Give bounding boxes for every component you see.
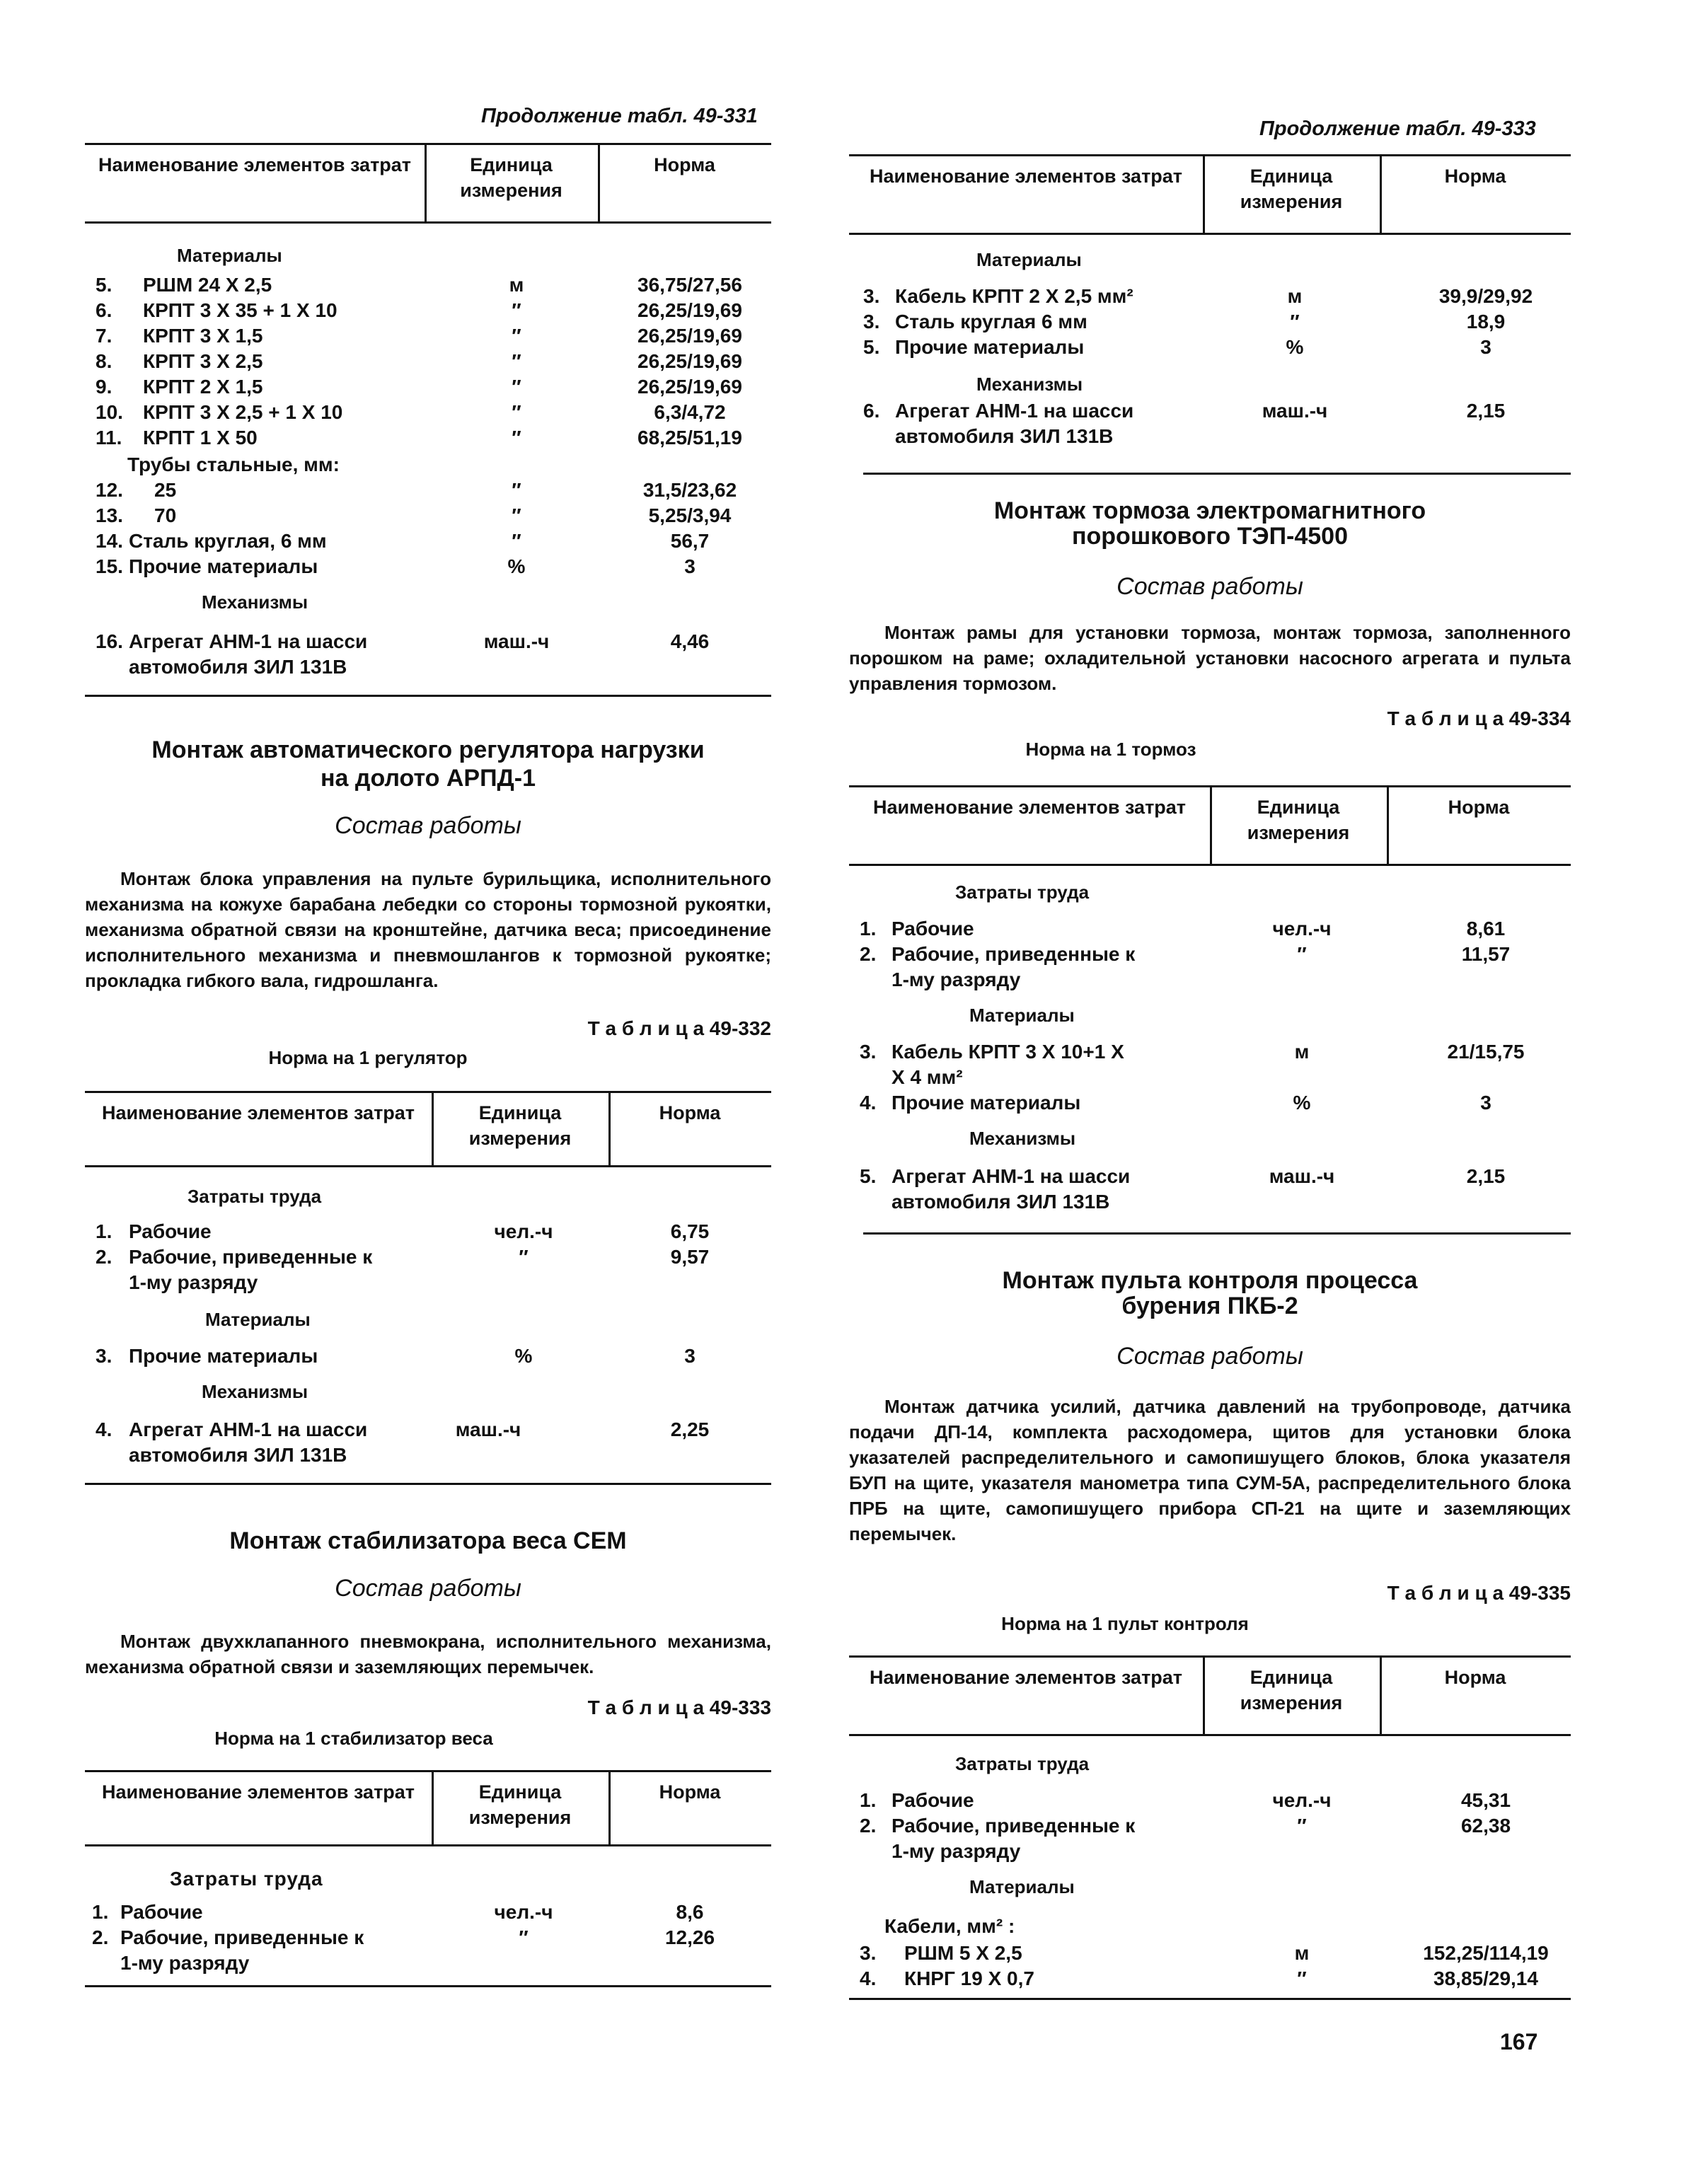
header-unit: Единица измерения <box>460 154 562 201</box>
table-header <box>85 1770 771 1846</box>
table-rule <box>85 1483 771 1485</box>
table-rule <box>85 1985 771 1987</box>
table-row-cont: 1-му разряду <box>129 1271 258 1293</box>
header-unit: Единица измерения <box>1240 1667 1343 1713</box>
section-title-2: порошкового ТЭП-4500 <box>1071 523 1349 550</box>
group-mechanisms: Механизмы <box>976 374 1083 395</box>
table-row-cont: автомобиля ЗИЛ 131В <box>129 1444 347 1466</box>
table-number: Т а б л и ц а 49-332 <box>587 1017 771 1039</box>
paragraph: Монтаж датчика усилий, датчика давлений на трубопроводе, датчика подачи ДП-14, комплекта расходомера, щитов для установки блока указателей распределительного и самопишущего блоков, блока указателя БУП на щите, указателя манометра типа СУМ-5А, распределительного блока ПРБ на щите, самопишущего прибора СП-21 на щите и заземляющих перемычек. <box>849 1396 1571 1544</box>
norm-label: Норма на 1 стабилизатор веса <box>214 1728 493 1749</box>
section-title-2: на долото АРПД-1 <box>320 765 536 792</box>
pipes-label: Трубы стальные, мм: <box>127 453 340 475</box>
table-number: Т а б л и ц а 49-333 <box>587 1696 771 1718</box>
paragraph: Монтаж блока управления на пульте бурильщика, исполнительного механизма на кожухе барабана лебедки со стороны тормозной рукоятки, механизма обратной связи на кронштейне, датчика веса; присоединение исполнительного механизма и пневмошлангов к тормозной рукоятке; прокладка гибкого вала, гидрошланга. <box>85 868 771 991</box>
table-row-cont: автомобиля ЗИЛ 131В <box>891 1191 1110 1213</box>
table-row-cont: 1-му разряду <box>120 1952 250 1974</box>
group-labor: Затраты труда <box>955 1753 1090 1774</box>
table-number: Т а б л и ц а 49-335 <box>1387 1582 1571 1604</box>
table-row-cont: автомобиля ЗИЛ 131В <box>129 656 347 678</box>
norm-label: Норма на 1 регулятор <box>268 1047 468 1068</box>
group-labor: Затраты труда <box>170 1868 323 1890</box>
section-subtitle: Состав работы <box>335 1575 521 1602</box>
continuation-label: Продолжение табл. 49-331 <box>481 105 758 127</box>
section-title: Монтаж стабилизатора веса СЕМ <box>229 1527 627 1554</box>
norm-label: Норма на 1 тормоз <box>1025 739 1196 760</box>
header-name: Наименование элементов затрат <box>872 797 1187 818</box>
section-title-2: бурения ПКБ-2 <box>1121 1293 1298 1319</box>
cables-label: Кабели, мм² : <box>884 1915 1015 1937</box>
paragraph: Монтаж двухклапанного пневмокрана, исполнительного механизма, механизма обратной связи и заземляющих перемычек. <box>85 1631 771 1677</box>
header-name: Наименование элементов затрат <box>98 154 412 175</box>
header-norm: Норма <box>1444 1667 1506 1688</box>
table-row-cont: 1-му разряду <box>891 1840 1021 1862</box>
group-labor: Затраты труда <box>187 1186 322 1207</box>
group-mechanisms: Механизмы <box>969 1128 1076 1149</box>
table-header <box>849 1655 1571 1736</box>
header-name: Наименование элементов затрат <box>101 1102 415 1123</box>
table-row-cont: X 4 мм² <box>891 1066 963 1088</box>
continuation-label: Продолжение табл. 49-333 <box>1259 117 1536 140</box>
table-rule <box>85 695 771 697</box>
section-subtitle: Состав работы <box>335 812 521 839</box>
section-title: Монтаж тормоза электромагнитного <box>993 497 1426 524</box>
header-name: Наименование элементов затрат <box>869 1667 1183 1688</box>
header-norm: Норма <box>1444 166 1506 187</box>
group-materials: Материалы <box>976 249 1082 270</box>
group-mechanisms: Механизмы <box>202 1381 308 1402</box>
header-name: Наименование элементов затрат <box>101 1781 415 1803</box>
table-header <box>849 785 1571 866</box>
paragraph: Монтаж рамы для установки тормоза, монтаж тормоза, заполненного порошком на раме; охладительной установки насосного агрегата и пульта управления тормозом. <box>849 622 1571 694</box>
group-mechanisms: Механизмы <box>202 591 308 613</box>
table-header <box>849 154 1571 235</box>
table-row-cont: 1-му разряду <box>891 969 1021 990</box>
page-number: 167 <box>1500 2029 1538 2054</box>
table-rule <box>863 1232 1571 1235</box>
table-rule <box>849 1998 1571 2000</box>
header-unit: Единица измерения <box>468 1102 572 1149</box>
table-rule <box>863 473 1571 475</box>
group-materials: Материалы <box>205 1309 311 1330</box>
norm-label: Норма на 1 пульт контроля <box>1001 1613 1249 1634</box>
header-unit: Единица измерения <box>1240 166 1343 212</box>
section-title: Монтаж пульта контроля процесса <box>1002 1267 1418 1294</box>
section-subtitle: Состав работы <box>1116 573 1303 600</box>
group-materials: Материалы <box>969 1005 1075 1026</box>
header-unit: Единица измерения <box>468 1781 572 1828</box>
table-row-cont: автомобиля ЗИЛ 131В <box>895 425 1114 447</box>
header-unit: Единица измерения <box>1247 797 1350 843</box>
header-name: Наименование элементов затрат <box>869 166 1183 187</box>
group-materials: Материалы <box>177 245 282 266</box>
header-norm: Норма <box>659 1102 721 1123</box>
section-subtitle: Состав работы <box>1116 1343 1303 1370</box>
header-norm: Норма <box>654 154 715 175</box>
table-number: Т а б л и ц а 49-334 <box>1387 707 1571 729</box>
header-norm: Норма <box>659 1781 721 1803</box>
group-materials: Материалы <box>969 1876 1075 1897</box>
header-norm: Норма <box>1448 797 1510 818</box>
table-header <box>85 1091 771 1167</box>
table-header <box>85 143 771 224</box>
group-labor: Затраты труда <box>955 881 1090 903</box>
section-title: Монтаж автоматического регулятора нагрузки <box>151 736 705 763</box>
